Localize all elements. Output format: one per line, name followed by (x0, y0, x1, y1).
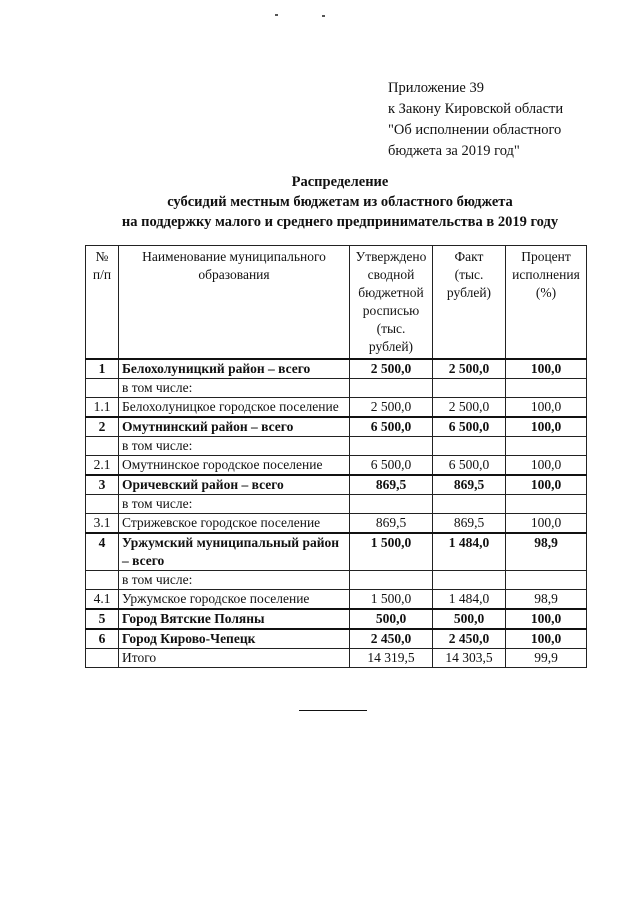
row-approved: 14 319,5 (350, 649, 433, 668)
appendix-line: бюджета за 2019 год" (388, 143, 520, 159)
row-num: 3 (86, 475, 119, 495)
row-num (86, 571, 119, 590)
row-fact (433, 571, 506, 590)
table-row (86, 475, 587, 495)
appendix-line: Приложение 39 (388, 80, 484, 96)
row-approved (350, 495, 433, 514)
table-row (86, 379, 587, 398)
header-num: № п/п (86, 246, 119, 360)
table-body (86, 359, 587, 668)
title-line: на поддержку малого и среднего предпринимательства в 2019 году (121, 214, 559, 230)
row-approved (350, 437, 433, 456)
row-fact: 1 484,0 (433, 590, 506, 610)
table-row (86, 398, 587, 418)
row-approved: 6 500,0 (350, 456, 433, 476)
table-row (86, 417, 587, 437)
row-fact: 2 500,0 (433, 398, 506, 418)
row-name: Оричевский район – всего (119, 475, 350, 495)
row-percent: 98,9 (506, 533, 587, 571)
row-name: Уржумское городское поселение (119, 590, 350, 610)
row-percent: 99,9 (506, 649, 587, 668)
row-num: 1.1 (86, 398, 119, 418)
table-row (86, 649, 587, 668)
appendix-note (388, 78, 563, 162)
row-name: Белохолуницкое городское поселение (119, 398, 350, 418)
row-num: 1 (86, 359, 119, 379)
title-line: Распределение (291, 174, 389, 190)
row-approved: 2 500,0 (350, 359, 433, 379)
row-num: 4 (86, 533, 119, 571)
row-num: 2 (86, 417, 119, 437)
table-row (86, 359, 587, 379)
row-num: 2.1 (86, 456, 119, 476)
row-percent (506, 437, 587, 456)
row-num (86, 437, 119, 456)
row-fact: 869,5 (433, 475, 506, 495)
row-percent (506, 495, 587, 514)
scan-speck (275, 14, 278, 16)
row-percent: 100,0 (506, 514, 587, 534)
row-name: Итого (119, 649, 350, 668)
row-name: в том числе: (119, 571, 350, 590)
row-fact: 869,5 (433, 514, 506, 534)
subsidy-table (85, 245, 587, 668)
table-row (86, 437, 587, 456)
row-percent: 100,0 (506, 629, 587, 649)
row-name: Белохолуницкий район – всего (119, 359, 350, 379)
row-approved: 2 450,0 (350, 629, 433, 649)
row-approved: 869,5 (350, 514, 433, 534)
row-fact (433, 437, 506, 456)
header-fact: Факт (тыс. рублей) (433, 246, 506, 360)
end-rule (299, 710, 367, 711)
row-fact (433, 379, 506, 398)
row-fact: 6 500,0 (433, 417, 506, 437)
row-approved: 6 500,0 (350, 417, 433, 437)
header-percent: Процент исполнения (%) (506, 246, 587, 360)
row-approved: 2 500,0 (350, 398, 433, 418)
row-approved (350, 379, 433, 398)
row-name: Город Кирово-Чепецк (119, 629, 350, 649)
row-fact: 2 500,0 (433, 359, 506, 379)
row-percent: 100,0 (506, 398, 587, 418)
row-name: Омутнинский район – всего (119, 417, 350, 437)
row-approved: 1 500,0 (350, 533, 433, 571)
row-fact: 500,0 (433, 609, 506, 629)
title-line: субсидий местным бюджетам из областного бюджета (167, 194, 513, 210)
row-approved (350, 571, 433, 590)
table-row (86, 456, 587, 476)
row-percent: 100,0 (506, 475, 587, 495)
row-name: Уржумский муниципальный район – всего (119, 533, 350, 571)
row-num: 5 (86, 609, 119, 629)
row-fact: 14 303,5 (433, 649, 506, 668)
row-percent: 98,9 (506, 590, 587, 610)
table-row (86, 533, 587, 571)
table-header-row (86, 246, 587, 360)
row-approved: 869,5 (350, 475, 433, 495)
row-fact: 6 500,0 (433, 456, 506, 476)
row-num: 3.1 (86, 514, 119, 534)
header-approved: Утверждено сводной бюджетной росписью (тыс. рублей) (350, 246, 433, 360)
row-percent: 100,0 (506, 417, 587, 437)
row-name: Омутнинское городское поселение (119, 456, 350, 476)
row-percent: 100,0 (506, 359, 587, 379)
row-fact: 2 450,0 (433, 629, 506, 649)
row-num: 6 (86, 629, 119, 649)
row-fact: 1 484,0 (433, 533, 506, 571)
row-name: в том числе: (119, 379, 350, 398)
row-num: 4.1 (86, 590, 119, 610)
row-percent: 100,0 (506, 456, 587, 476)
row-num (86, 379, 119, 398)
table-row (86, 629, 587, 649)
appendix-line: к Закону Кировской области (388, 101, 564, 117)
table-row (86, 514, 587, 534)
row-name: в том числе: (119, 437, 350, 456)
row-percent: 100,0 (506, 609, 587, 629)
table-row (86, 571, 587, 590)
table-row (86, 609, 587, 629)
row-name: Город Вятские Поляны (119, 609, 350, 629)
row-num (86, 495, 119, 514)
row-name: в том числе: (119, 495, 350, 514)
row-percent (506, 571, 587, 590)
row-approved: 1 500,0 (350, 590, 433, 610)
row-num (86, 649, 119, 668)
header-name: Наименование муниципального образования (119, 246, 350, 360)
table-row (86, 495, 587, 514)
row-fact (433, 495, 506, 514)
document-title (60, 172, 620, 232)
row-name: Стрижевское городское поселение (119, 514, 350, 534)
appendix-line: "Об исполнении областного (388, 122, 562, 138)
table-row (86, 590, 587, 610)
row-approved: 500,0 (350, 609, 433, 629)
scan-speck (322, 15, 325, 17)
row-percent (506, 379, 587, 398)
